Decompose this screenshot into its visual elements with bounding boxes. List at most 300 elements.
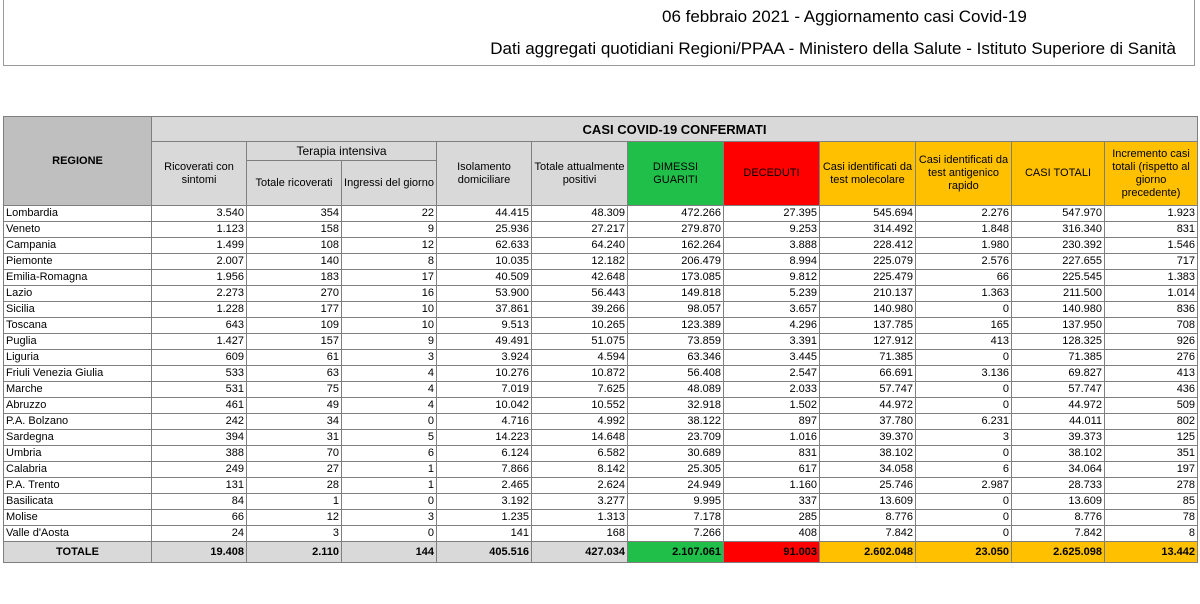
value-cell: 0: [916, 494, 1012, 510]
value-cell: 1.313: [532, 510, 628, 526]
value-cell: 85: [1105, 494, 1198, 510]
region-name-cell: Toscana: [4, 318, 152, 334]
value-cell: 28: [247, 478, 342, 494]
value-cell: 1.980: [916, 238, 1012, 254]
region-name-cell: Campania: [4, 238, 152, 254]
value-cell: 14.223: [437, 430, 532, 446]
value-cell: 38.102: [820, 446, 916, 462]
total-value-cell: 427.034: [532, 542, 628, 563]
value-cell: 25.746: [820, 478, 916, 494]
value-cell: 211.500: [1012, 286, 1105, 302]
value-cell: 225.479: [820, 270, 916, 286]
value-cell: 9: [342, 334, 437, 350]
value-cell: 509: [1105, 398, 1198, 414]
value-cell: 316.340: [1012, 222, 1105, 238]
table-row: [4, 382, 1198, 398]
value-cell: 0: [916, 302, 1012, 318]
value-cell: 123.389: [628, 318, 724, 334]
col-header-dimessi: DIMESSI GUARITI: [628, 142, 724, 206]
value-cell: 57.747: [820, 382, 916, 398]
value-cell: 1.383: [1105, 270, 1198, 286]
value-cell: 56.443: [532, 286, 628, 302]
value-cell: 0: [916, 510, 1012, 526]
table-row: [4, 286, 1198, 302]
value-cell: 44.011: [1012, 414, 1105, 430]
value-cell: 4.716: [437, 414, 532, 430]
value-cell: 75: [247, 382, 342, 398]
value-cell: 12: [247, 510, 342, 526]
value-cell: 9.513: [437, 318, 532, 334]
col-header-ti-ingressi: Ingressi del giorno: [342, 161, 437, 206]
value-cell: 0: [916, 526, 1012, 542]
table-body: [4, 206, 1198, 563]
value-cell: 125: [1105, 430, 1198, 446]
value-cell: 225.079: [820, 254, 916, 270]
value-cell: 49: [247, 398, 342, 414]
table-row: [4, 350, 1198, 366]
value-cell: 10: [342, 318, 437, 334]
value-cell: 66: [152, 510, 247, 526]
value-cell: 3: [247, 526, 342, 542]
value-cell: 351: [1105, 446, 1198, 462]
value-cell: 7.019: [437, 382, 532, 398]
value-cell: 40.509: [437, 270, 532, 286]
col-header-ti-totale: Totale ricoverati: [247, 161, 342, 206]
col-header-regione: REGIONE: [4, 117, 152, 206]
value-cell: 8.776: [820, 510, 916, 526]
total-value-cell: 405.516: [437, 542, 532, 563]
value-cell: 31: [247, 430, 342, 446]
value-cell: 140.980: [1012, 302, 1105, 318]
value-cell: 0: [916, 398, 1012, 414]
value-cell: 69.827: [1012, 366, 1105, 382]
total-value-cell: 19.408: [152, 542, 247, 563]
value-cell: 4: [342, 398, 437, 414]
value-cell: 3.657: [724, 302, 820, 318]
region-name-cell: Lombardia: [4, 206, 152, 222]
value-cell: 131: [152, 478, 247, 494]
value-cell: 897: [724, 414, 820, 430]
value-cell: 643: [152, 318, 247, 334]
total-value-cell: 91.003: [724, 542, 820, 563]
value-cell: 127.912: [820, 334, 916, 350]
value-cell: 10.035: [437, 254, 532, 270]
value-cell: 1: [342, 478, 437, 494]
table-row: [4, 206, 1198, 222]
region-name-cell: Abruzzo: [4, 398, 152, 414]
table-row: [4, 318, 1198, 334]
value-cell: 10.872: [532, 366, 628, 382]
value-cell: 98.057: [628, 302, 724, 318]
value-cell: 3: [342, 510, 437, 526]
value-cell: 25.936: [437, 222, 532, 238]
value-cell: 1.956: [152, 270, 247, 286]
value-cell: 28.733: [1012, 478, 1105, 494]
region-name-cell: Basilicata: [4, 494, 152, 510]
value-cell: 1.228: [152, 302, 247, 318]
value-cell: 1: [342, 462, 437, 478]
value-cell: 717: [1105, 254, 1198, 270]
value-cell: 836: [1105, 302, 1198, 318]
value-cell: 3.540: [152, 206, 247, 222]
value-cell: 394: [152, 430, 247, 446]
value-cell: 8.994: [724, 254, 820, 270]
value-cell: 3: [916, 430, 1012, 446]
value-cell: 24: [152, 526, 247, 542]
group-header-terapia-intensiva: Terapia intensiva: [247, 142, 437, 161]
value-cell: 10.042: [437, 398, 532, 414]
value-cell: 413: [1105, 366, 1198, 382]
table-row: [4, 398, 1198, 414]
value-cell: 2.276: [916, 206, 1012, 222]
value-cell: 545.694: [820, 206, 916, 222]
value-cell: 4.296: [724, 318, 820, 334]
value-cell: 461: [152, 398, 247, 414]
value-cell: 3.277: [532, 494, 628, 510]
region-name-cell: Veneto: [4, 222, 152, 238]
value-cell: 10: [342, 302, 437, 318]
value-cell: 0: [342, 526, 437, 542]
col-header-positivi: Totale attualmente positivi: [532, 142, 628, 206]
value-cell: 5.239: [724, 286, 820, 302]
value-cell: 57.747: [1012, 382, 1105, 398]
value-cell: 6: [916, 462, 1012, 478]
value-cell: 48.089: [628, 382, 724, 398]
group-header-casi-confermati: CASI COVID-19 CONFERMATI: [152, 117, 1198, 142]
region-name-cell: Calabria: [4, 462, 152, 478]
col-header-totali: CASI TOTALI: [1012, 142, 1105, 206]
value-cell: 23.709: [628, 430, 724, 446]
value-cell: 225.545: [1012, 270, 1105, 286]
value-cell: 802: [1105, 414, 1198, 430]
value-cell: 3.391: [724, 334, 820, 350]
value-cell: 6: [342, 446, 437, 462]
value-cell: 2.007: [152, 254, 247, 270]
table-row: [4, 366, 1198, 382]
value-cell: 926: [1105, 334, 1198, 350]
report-title: 06 febbraio 2021 - Aggiornamento casi Covid-19: [662, 7, 1027, 26]
region-name-cell: Valle d'Aosta: [4, 526, 152, 542]
total-row: [4, 542, 1198, 563]
value-cell: 8: [342, 254, 437, 270]
value-cell: 62.633: [437, 238, 532, 254]
value-cell: 4: [342, 366, 437, 382]
value-cell: 10.276: [437, 366, 532, 382]
total-value-cell: 2.107.061: [628, 542, 724, 563]
value-cell: 64.240: [532, 238, 628, 254]
value-cell: 533: [152, 366, 247, 382]
col-header-molecolare: Casi identificati da test molecolare: [820, 142, 916, 206]
value-cell: 0: [916, 350, 1012, 366]
value-cell: 56.408: [628, 366, 724, 382]
value-cell: 708: [1105, 318, 1198, 334]
value-cell: 66: [916, 270, 1012, 286]
value-cell: 228.412: [820, 238, 916, 254]
region-name-cell: Liguria: [4, 350, 152, 366]
value-cell: 109: [247, 318, 342, 334]
value-cell: 2.033: [724, 382, 820, 398]
value-cell: 1.363: [916, 286, 1012, 302]
total-value-cell: 23.050: [916, 542, 1012, 563]
value-cell: 3.192: [437, 494, 532, 510]
total-value-cell: 144: [342, 542, 437, 563]
region-name-cell: Marche: [4, 382, 152, 398]
value-cell: 206.479: [628, 254, 724, 270]
value-cell: 48.309: [532, 206, 628, 222]
value-cell: 183: [247, 270, 342, 286]
value-cell: 51.075: [532, 334, 628, 350]
col-header-decessi: DECEDUTI: [724, 142, 820, 206]
col-header-incremento: Incremento casi totali (rispetto al giorno precedente): [1105, 142, 1198, 206]
value-cell: 8.776: [1012, 510, 1105, 526]
value-cell: 472.266: [628, 206, 724, 222]
covid-cases-table: [3, 116, 1198, 563]
value-cell: 3.445: [724, 350, 820, 366]
total-value-cell: 13.442: [1105, 542, 1198, 563]
value-cell: 354: [247, 206, 342, 222]
value-cell: 44.972: [1012, 398, 1105, 414]
value-cell: 25.305: [628, 462, 724, 478]
value-cell: 38.122: [628, 414, 724, 430]
value-cell: 388: [152, 446, 247, 462]
value-cell: 3.888: [724, 238, 820, 254]
value-cell: 278: [1105, 478, 1198, 494]
table-row: [4, 254, 1198, 270]
value-cell: 9: [342, 222, 437, 238]
total-value-cell: 2.110: [247, 542, 342, 563]
value-cell: 61: [247, 350, 342, 366]
value-cell: 9.812: [724, 270, 820, 286]
total-value-cell: 2.602.048: [820, 542, 916, 563]
value-cell: 24.949: [628, 478, 724, 494]
region-name-cell: Umbria: [4, 446, 152, 462]
value-cell: 1.235: [437, 510, 532, 526]
value-cell: 6.124: [437, 446, 532, 462]
value-cell: 42.648: [532, 270, 628, 286]
value-cell: 9.995: [628, 494, 724, 510]
region-name-cell: Piemonte: [4, 254, 152, 270]
value-cell: 71.385: [1012, 350, 1105, 366]
value-cell: 37.780: [820, 414, 916, 430]
value-cell: 6.231: [916, 414, 1012, 430]
value-cell: 7.842: [1012, 526, 1105, 542]
value-cell: 140: [247, 254, 342, 270]
value-cell: 44.415: [437, 206, 532, 222]
value-cell: 71.385: [820, 350, 916, 366]
value-cell: 2.273: [152, 286, 247, 302]
value-cell: 1.502: [724, 398, 820, 414]
table-row: [4, 494, 1198, 510]
value-cell: 137.785: [820, 318, 916, 334]
value-cell: 314.492: [820, 222, 916, 238]
value-cell: 16: [342, 286, 437, 302]
value-cell: 408: [724, 526, 820, 542]
value-cell: 13.609: [1012, 494, 1105, 510]
value-cell: 12: [342, 238, 437, 254]
value-cell: 108: [247, 238, 342, 254]
value-cell: 5: [342, 430, 437, 446]
value-cell: 140.980: [820, 302, 916, 318]
value-cell: 0: [916, 446, 1012, 462]
value-cell: 1.014: [1105, 286, 1198, 302]
table-row: [4, 526, 1198, 542]
value-cell: 49.491: [437, 334, 532, 350]
value-cell: 547.970: [1012, 206, 1105, 222]
value-cell: 17: [342, 270, 437, 286]
region-name-cell: Lazio: [4, 286, 152, 302]
value-cell: 70: [247, 446, 342, 462]
value-cell: 128.325: [1012, 334, 1105, 350]
table-row: [4, 510, 1198, 526]
value-cell: 7.625: [532, 382, 628, 398]
value-cell: 84: [152, 494, 247, 510]
value-cell: 436: [1105, 382, 1198, 398]
value-cell: 158: [247, 222, 342, 238]
value-cell: 0: [342, 494, 437, 510]
col-header-isolamento: Isolamento domiciliare: [437, 142, 532, 206]
col-header-ricoverati: Ricoverati con sintomi: [152, 142, 247, 206]
value-cell: 9.253: [724, 222, 820, 238]
value-cell: 173.085: [628, 270, 724, 286]
value-cell: 78: [1105, 510, 1198, 526]
value-cell: 531: [152, 382, 247, 398]
value-cell: 73.859: [628, 334, 724, 350]
value-cell: 1.499: [152, 238, 247, 254]
value-cell: 0: [916, 382, 1012, 398]
value-cell: 249: [152, 462, 247, 478]
region-name-cell: P.A. Bolzano: [4, 414, 152, 430]
value-cell: 8: [1105, 526, 1198, 542]
table-row: [4, 414, 1198, 430]
value-cell: 7.266: [628, 526, 724, 542]
value-cell: 2.624: [532, 478, 628, 494]
value-cell: 1.123: [152, 222, 247, 238]
value-cell: 53.900: [437, 286, 532, 302]
value-cell: 157: [247, 334, 342, 350]
value-cell: 3.924: [437, 350, 532, 366]
value-cell: 12.182: [532, 254, 628, 270]
total-value-cell: 2.625.098: [1012, 542, 1105, 563]
value-cell: 162.264: [628, 238, 724, 254]
region-name-cell: P.A. Trento: [4, 478, 152, 494]
value-cell: 227.655: [1012, 254, 1105, 270]
value-cell: 66.691: [820, 366, 916, 382]
value-cell: 210.137: [820, 286, 916, 302]
region-name-cell: Emilia-Romagna: [4, 270, 152, 286]
value-cell: 7.866: [437, 462, 532, 478]
value-cell: 285: [724, 510, 820, 526]
value-cell: 39.373: [1012, 430, 1105, 446]
value-cell: 1.427: [152, 334, 247, 350]
table-row: [4, 222, 1198, 238]
value-cell: 1.160: [724, 478, 820, 494]
value-cell: 34.058: [820, 462, 916, 478]
value-cell: 2.547: [724, 366, 820, 382]
table-row: [4, 238, 1198, 254]
value-cell: 1.546: [1105, 238, 1198, 254]
value-cell: 39.266: [532, 302, 628, 318]
value-cell: 7.842: [820, 526, 916, 542]
value-cell: 4.992: [532, 414, 628, 430]
value-cell: 242: [152, 414, 247, 430]
table-row: [4, 270, 1198, 286]
value-cell: 337: [724, 494, 820, 510]
value-cell: 13.609: [820, 494, 916, 510]
value-cell: 38.102: [1012, 446, 1105, 462]
value-cell: 27.217: [532, 222, 628, 238]
value-cell: 609: [152, 350, 247, 366]
value-cell: 1.016: [724, 430, 820, 446]
value-cell: 3: [342, 350, 437, 366]
total-label-cell: TOTALE: [4, 542, 152, 563]
col-header-rapido: Casi identificati da test antigenico rapido: [916, 142, 1012, 206]
value-cell: 230.392: [1012, 238, 1105, 254]
region-name-cell: Sardegna: [4, 430, 152, 446]
value-cell: 177: [247, 302, 342, 318]
region-name-cell: Sicilia: [4, 302, 152, 318]
value-cell: 0: [342, 414, 437, 430]
value-cell: 149.818: [628, 286, 724, 302]
value-cell: 2.465: [437, 478, 532, 494]
region-name-cell: Molise: [4, 510, 152, 526]
value-cell: 27.395: [724, 206, 820, 222]
value-cell: 37.861: [437, 302, 532, 318]
value-cell: 4: [342, 382, 437, 398]
value-cell: 34: [247, 414, 342, 430]
value-cell: 14.648: [532, 430, 628, 446]
value-cell: 3.136: [916, 366, 1012, 382]
value-cell: 279.870: [628, 222, 724, 238]
value-cell: 1.923: [1105, 206, 1198, 222]
value-cell: 8.142: [532, 462, 628, 478]
value-cell: 44.972: [820, 398, 916, 414]
value-cell: 1.848: [916, 222, 1012, 238]
table-row: [4, 446, 1198, 462]
table-row: [4, 302, 1198, 318]
value-cell: 22: [342, 206, 437, 222]
value-cell: 831: [724, 446, 820, 462]
value-cell: 168: [532, 526, 628, 542]
value-cell: 165: [916, 318, 1012, 334]
value-cell: 63.346: [628, 350, 724, 366]
value-cell: 617: [724, 462, 820, 478]
value-cell: 1: [247, 494, 342, 510]
table-row: [4, 478, 1198, 494]
value-cell: 413: [916, 334, 1012, 350]
value-cell: 831: [1105, 222, 1198, 238]
value-cell: 141: [437, 526, 532, 542]
table-row: [4, 334, 1198, 350]
table-row: [4, 462, 1198, 478]
value-cell: 4.594: [532, 350, 628, 366]
report-subtitle: Dati aggregati quotidiani Regioni/PPAA - Ministero della Salute - Istituto Superiore di Sanità: [490, 39, 1176, 58]
region-name-cell: Friuli Venezia Giulia: [4, 366, 152, 382]
report-header: [3, 0, 1195, 66]
value-cell: 34.064: [1012, 462, 1105, 478]
region-name-cell: Puglia: [4, 334, 152, 350]
table-row: [4, 430, 1198, 446]
value-cell: 197: [1105, 462, 1198, 478]
value-cell: 6.582: [532, 446, 628, 462]
value-cell: 10.552: [532, 398, 628, 414]
value-cell: 270: [247, 286, 342, 302]
value-cell: 10.265: [532, 318, 628, 334]
value-cell: 27: [247, 462, 342, 478]
value-cell: 30.689: [628, 446, 724, 462]
value-cell: 137.950: [1012, 318, 1105, 334]
value-cell: 39.370: [820, 430, 916, 446]
value-cell: 2.576: [916, 254, 1012, 270]
